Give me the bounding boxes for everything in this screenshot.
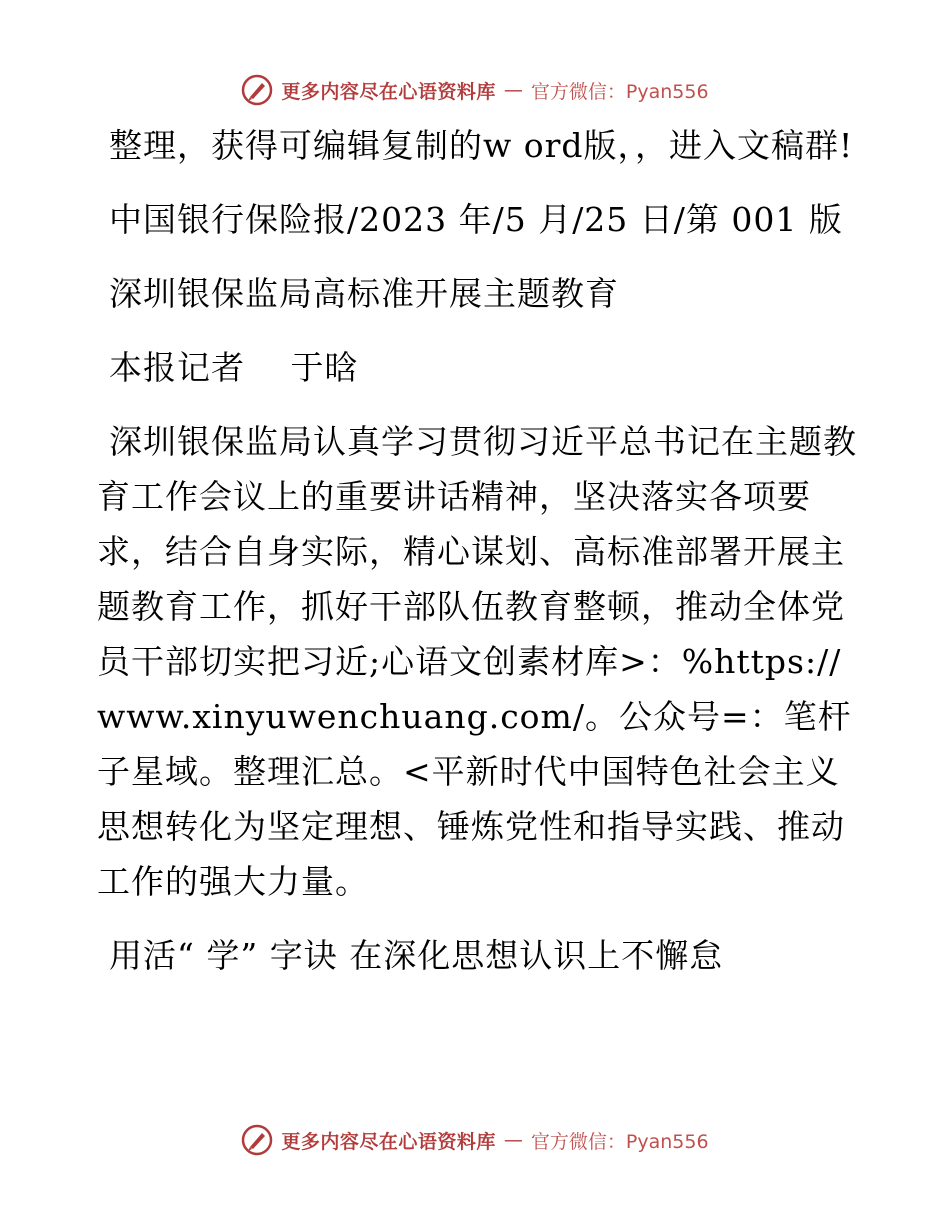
banner-separator: —	[503, 79, 523, 101]
footer-banner	[0, 1120, 950, 1160]
article-title: 深圳银保监局高标准开展主题教育	[109, 274, 619, 313]
section-heading: 用活“ 学” 字诀 在深化思想认识上不懈怠	[109, 936, 724, 975]
banner-title: 更多内容尽在心语资料库	[281, 80, 496, 103]
quill-pen-logo-icon	[241, 74, 273, 106]
banner-separator: —	[503, 1129, 523, 1151]
body-paragraph: 深圳银保监局认真学习贯彻习近平总书记在主题教育工作会议上的重要讲话精神，坚决落实各项要求，结合自身实际，精心谋划、高标准部署开展主题教育工作，抓好干部队伍教育整顿，推动全体党员干部切实把习近;心语文创素材库>：%https://www.xinyuwenchuang.com/。公众号=：笔杆子星域。整理汇总。<平新时代中国特色社会主义思想转化为坚定理想、锤炼党性和指导实践、推动工作的强大力量。	[97, 422, 857, 901]
document-body	[97, 118, 857, 1002]
quill-pen-logo-icon	[241, 1124, 273, 1156]
banner-contact: 官方微信：Pyan556	[530, 80, 709, 103]
header-banner	[0, 70, 950, 110]
source-line: 中国银行保险报/2023 年/5 月/25 日/第 001 版	[109, 200, 843, 239]
banner-contact: 官方微信：Pyan556	[530, 1130, 709, 1153]
byline: 本报记者 于晗	[109, 348, 359, 387]
intro-paragraph: 整理，获得可编辑复制的w ord版，，进入文稿群!	[109, 126, 854, 165]
banner-title: 更多内容尽在心语资料库	[281, 1130, 496, 1153]
